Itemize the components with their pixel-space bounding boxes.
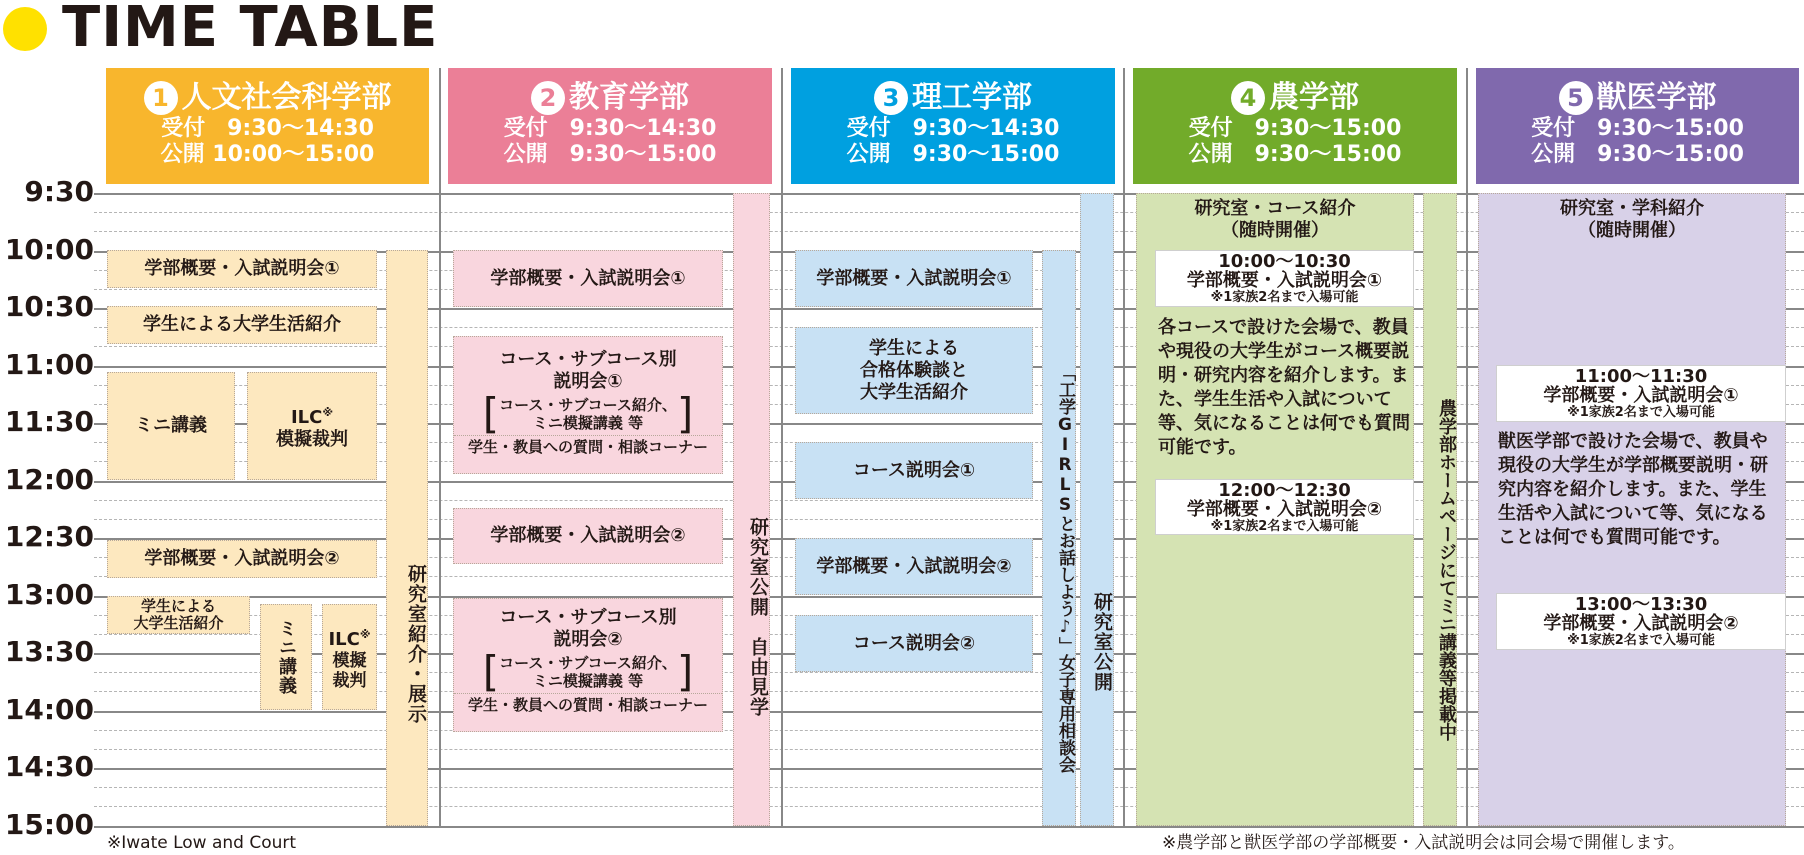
- open-hours: 公開 9:30〜15:00: [1188, 142, 1402, 167]
- time-label: 14:00: [4, 693, 94, 726]
- f3-lab-open: [1080, 193, 1114, 826]
- f1-student-life: [107, 306, 377, 344]
- f4-intro-session-2: [1155, 479, 1414, 535]
- session-label: 学生による: [140, 597, 216, 615]
- session-label: 学部概要・入試説明会①: [490, 267, 686, 289]
- session-time: 13:00〜13:30: [1574, 594, 1708, 615]
- hour-line: [94, 826, 1804, 828]
- open-hours: 公開 9:30〜15:00: [846, 142, 1060, 167]
- open-hours: 公開 9:30〜15:00: [503, 142, 717, 167]
- reception-hours: 受付 9:30〜14:30: [846, 116, 1060, 141]
- detail-line: コース・サブコース紹介、: [499, 654, 677, 672]
- header-faculty-1: [106, 68, 429, 184]
- session-title: 学部概要・入試説明会②: [1186, 498, 1383, 520]
- column-separator: [781, 68, 783, 828]
- open-hours: 公開 9:30〜15:00: [1531, 142, 1744, 167]
- reception-hours: 受付 9:30〜14:30: [161, 116, 374, 141]
- time-label: 11:30: [4, 405, 94, 438]
- time-label: 12:00: [4, 463, 94, 496]
- session-label: 学生による大学生活紹介: [143, 314, 341, 335]
- session-detail: [482, 647, 694, 696]
- f5-intro-session-2: [1496, 593, 1786, 650]
- session-label: 合格体験談と: [860, 359, 968, 381]
- f3-girls-consultation: [1042, 250, 1076, 826]
- time-label: 9:30: [24, 175, 94, 208]
- f2-lab-open: [733, 193, 770, 826]
- session-note: ※1家族2名まで入場可能: [1567, 405, 1715, 420]
- session-label: コース・サブコース別: [499, 349, 677, 370]
- session-time: 12:00〜12:30: [1218, 479, 1351, 501]
- time-label: 11:00: [4, 348, 94, 381]
- f3-success-stories: [795, 327, 1033, 414]
- time-label: 10:30: [4, 290, 94, 323]
- time-label: 13:00: [4, 578, 94, 611]
- time-label: 12:30: [4, 520, 94, 553]
- f3-course-session-2: [795, 615, 1033, 672]
- header-faculty-4: [1133, 68, 1457, 184]
- bracket-right-icon: ]: [676, 389, 694, 438]
- f1-ilc-mock-trial: [247, 372, 377, 480]
- session-label: 「工学GIRLSとお話しよう♪」女子専用相談会: [1055, 363, 1075, 773]
- session-label: コース説明会②: [852, 632, 976, 654]
- column-separator: [1466, 68, 1468, 828]
- footnote-ilc: ※Iwate Low and Court: [107, 833, 297, 853]
- footnote-joint-venue: ※農学部と獣医学部の学部概要・入試説明会は同会場で開催します。: [1162, 833, 1685, 853]
- title-bullet-icon: [3, 7, 47, 51]
- bracket-right-icon: ]: [676, 647, 694, 696]
- session-label: 大学生活紹介: [860, 381, 968, 403]
- session-time: 10:00〜10:30: [1218, 251, 1351, 272]
- f2-course-session-1: [453, 336, 723, 474]
- session-label: 学生・教員への質問・相談コーナー: [467, 696, 708, 714]
- session-detail: [482, 389, 694, 438]
- session-time: 11:00〜11:30: [1574, 366, 1708, 387]
- session-label: 学生による: [869, 337, 959, 359]
- f4-intro-session-1: [1155, 250, 1414, 307]
- time-label: 14:30: [4, 750, 94, 783]
- session-label: コース説明会①: [852, 459, 976, 481]
- faculty-name: 理工学部: [912, 80, 1032, 115]
- f1-mini-lecture: [107, 372, 235, 480]
- session-label: 学部概要・入試説明会①: [816, 267, 1012, 289]
- bracket-left-icon: [: [482, 647, 500, 696]
- session-label: 模擬裁判: [276, 428, 348, 450]
- faculty-name: 教育学部: [569, 80, 689, 115]
- detail-line: ミニ模擬講義 等: [532, 672, 644, 690]
- session-title: 学部概要・入試説明会①: [1543, 385, 1739, 406]
- session-label: 研究室・学科紹介: [1560, 198, 1704, 219]
- session-note: ※1家族2名まで入場可能: [1210, 518, 1359, 534]
- session-note: ※1家族2名まで入場可能: [1567, 633, 1715, 648]
- f3-intro-session-2: [795, 538, 1033, 595]
- column-separator: [1123, 68, 1125, 828]
- bracket-left-icon: [: [482, 389, 500, 438]
- f3-course-session-1: [795, 442, 1033, 499]
- session-title: 学部概要・入試説明会①: [1186, 270, 1383, 291]
- session-label: 研究室公開: [1091, 591, 1113, 692]
- session-label: 学部概要・入試説明会②: [816, 555, 1012, 577]
- session-label: 農学部ホームページにてミニ講義等掲載中: [1436, 398, 1457, 741]
- session-label: 学部概要・入試説明会②: [490, 525, 686, 546]
- f4-description: 各コースで設けた会場で、教員や現役の大学生がコース概要説明・研究内容を紹介します。また、学生生活や入試について等、気になることは何でも質問可能です。: [1158, 317, 1410, 458]
- f2-course-session-2: [453, 598, 723, 732]
- header-faculty-3: [791, 68, 1115, 184]
- f1-intro-session-1: [107, 250, 377, 288]
- session-label: ミニ講義: [135, 415, 207, 436]
- f2-intro-session-1: [453, 250, 723, 307]
- session-label: 研究室公開 自由見学: [747, 516, 769, 717]
- f5-description: 獣医学部で設けた会場で、教員や現役の大学生が学部概要説明・研究内容を紹介します。また、学生生活や入試について等、気になることは何でも質問可能です。: [1498, 431, 1768, 548]
- number-badge: 5: [1559, 81, 1593, 115]
- faculty-name: 獣医学部: [1596, 80, 1717, 115]
- session-label: （随時開催）: [1578, 220, 1686, 241]
- session-note: ※1家族2名まで入場可能: [1210, 290, 1359, 305]
- number-badge: 2: [531, 81, 565, 115]
- session-label: ミニ講義: [276, 619, 297, 695]
- session-label: 模擬裁判: [332, 650, 367, 691]
- f2-intro-session-2: [453, 508, 723, 564]
- f4-website-notice: [1423, 193, 1457, 826]
- time-label: 13:30: [4, 635, 94, 668]
- header-faculty-5: [1476, 68, 1799, 184]
- time-label: 15:00: [4, 808, 94, 841]
- session-label: ILC※: [328, 627, 371, 650]
- f3-intro-session-1: [795, 250, 1033, 307]
- reception-hours: 受付 9:30〜15:00: [1531, 116, 1744, 141]
- session-label: 学部概要・入試説明会①: [144, 258, 340, 279]
- column-separator: [439, 68, 441, 828]
- number-badge: 4: [1231, 81, 1265, 115]
- session-label: 大学生活紹介: [133, 614, 224, 632]
- session-label: 学生・教員への質問・相談コーナー: [467, 438, 708, 456]
- session-label: 研究室紹介・展示: [405, 564, 427, 724]
- session-label: （随時開催）: [1221, 220, 1329, 241]
- f1-lab-exhibit: [386, 250, 428, 826]
- session-title: 学部概要・入試説明会②: [1543, 613, 1739, 634]
- number-badge: 3: [874, 81, 908, 115]
- page-title: TIME TABLE: [62, 0, 439, 60]
- header-faculty-2: [448, 68, 772, 184]
- session-label: ILC※: [290, 405, 334, 428]
- reception-hours: 受付 9:30〜14:30: [503, 116, 717, 141]
- f1-ilc-mock-trial-2: [322, 604, 377, 710]
- faculty-name: 農学部: [1269, 80, 1359, 115]
- detail-line: ミニ模擬講義 等: [532, 414, 644, 432]
- session-label: 研究室・コース紹介: [1194, 198, 1356, 219]
- f1-intro-session-2: [107, 540, 377, 578]
- session-label: 説明会②: [553, 629, 623, 650]
- f1-student-life-2: [107, 596, 250, 634]
- faculty-name: 人文社会科学部: [181, 80, 392, 115]
- open-hours: 公開 10:00〜15:00: [160, 142, 375, 167]
- f5-intro-session-1: [1496, 365, 1786, 422]
- reception-hours: 受付 9:30〜15:00: [1188, 116, 1402, 141]
- detail-line: コース・サブコース紹介、: [499, 396, 677, 414]
- session-label: 説明会①: [553, 371, 623, 392]
- time-label: 10:00: [4, 233, 94, 266]
- session-label: コース・サブコース別: [499, 607, 677, 628]
- number-badge: 1: [144, 81, 178, 115]
- f1-mini-lecture-2: [260, 604, 312, 710]
- session-label: 学部概要・入試説明会②: [144, 548, 340, 569]
